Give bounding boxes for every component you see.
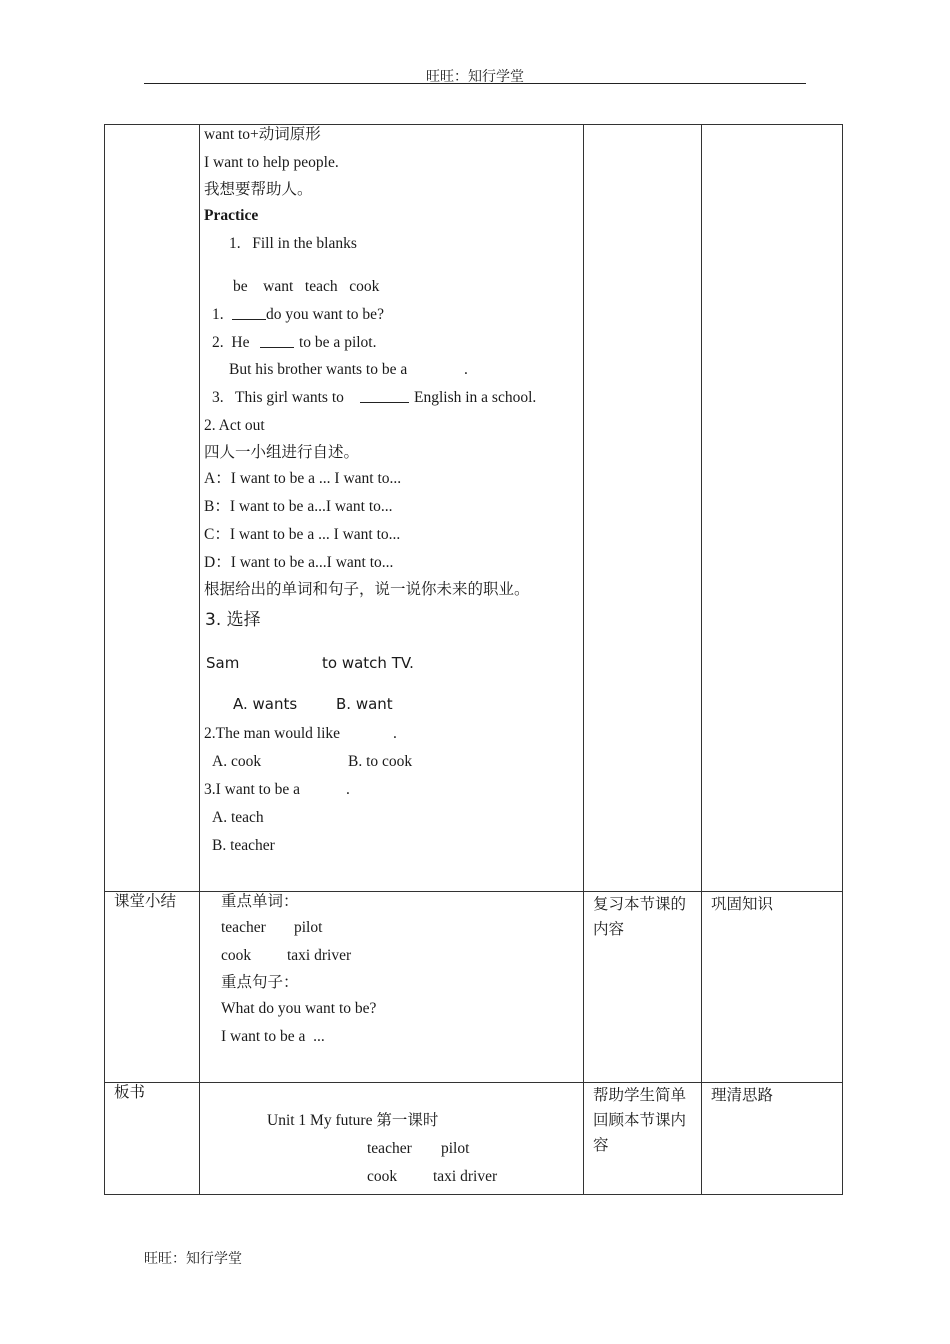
text-line: . [464,361,468,378]
text-line: 3.I want to be a [204,781,300,798]
text-line: 1. [212,306,224,323]
text-line: Sam [206,654,240,672]
text-line: . [393,725,397,742]
header-rule [144,83,806,84]
text-line: What do you want to be? [221,1000,377,1017]
table-row [105,1083,843,1195]
text-line: But his brother wants to be a [229,361,408,378]
cell-text: 巩固知识 [711,896,774,913]
cell-text: 复习本节课的内容 [593,896,687,938]
row2-label-cell [105,892,200,1083]
row1-content-cell [200,125,584,892]
text-line: taxi driver [433,1168,498,1185]
text-line: 3. This girl wants to [212,389,344,406]
table-row [105,892,843,1083]
text-line: . [346,781,350,798]
text-line: 1. Fill in the blanks [229,235,357,252]
text-line: taxi driver [287,947,352,964]
text-line: to watch TV. [322,654,414,672]
text-line: 重点单词： [221,893,299,910]
row-label: 课堂小结 [114,893,177,910]
blank-line [232,305,266,326]
row3-content-cell [200,1083,584,1195]
text-line: want to+动词原形 [204,126,321,143]
row1-purpose-cell [584,125,702,892]
option-a: A. cook [212,753,262,770]
text-line: English in a school. [414,389,537,406]
text-line: 2. Act out [204,417,265,434]
section-heading: 3. 选择 [205,610,261,630]
table-row [105,125,843,892]
text-line: 重点句子： [221,974,299,991]
text-line: B：I want to be a...I want to... [204,498,393,515]
option-b: B. teacher [212,837,275,854]
text-line: C：I want to be a ... I want to... [204,526,401,543]
option-a: A. teach [212,809,264,826]
text-line: to be a pilot. [299,334,377,351]
option-a: A. wants [233,695,298,713]
row2-purpose-cell [584,892,702,1083]
text-line: 2. He [212,334,250,351]
board-title: Unit 1 My future 第一课时 [267,1112,439,1129]
cell-text: 帮助学生简单回顾本节课内容 [593,1087,687,1154]
row1-label-cell [105,125,200,892]
row2-content-cell [200,892,584,1083]
text-line: pilot [441,1140,470,1157]
text-line: 我想要帮助人。 [204,181,313,198]
blank-line [260,333,294,354]
cell-text: 理清思路 [711,1087,774,1104]
text-line: teacher [221,919,266,936]
text-line: pilot [294,919,323,936]
text-line: A：I want to be a ... I want to... [204,470,402,487]
blank-line [360,388,409,409]
page-footer: 旺旺：知行学堂 [144,1252,242,1267]
page-header: 旺旺：知行学堂 [426,70,524,85]
word-bank: be want teach cook [233,278,380,295]
row3-purpose-cell [584,1083,702,1195]
row2-intent-cell [702,892,843,1083]
option-b: B. want [336,695,393,713]
text-line: 根据给出的单词和句子，说一说你未来的职业。 [204,581,530,598]
text-line: do you want to be? [266,306,384,323]
text-line: cook [367,1168,398,1185]
text-line: I want to be a ... [221,1028,325,1045]
text-line: 2.The man would like [204,725,341,742]
text-line: D：I want to be a...I want to... [204,554,394,571]
row-label: 板书 [114,1084,146,1101]
row3-intent-cell [702,1083,843,1195]
row3-label-cell [105,1083,200,1195]
lesson-plan-table [104,124,843,1195]
text-line: teacher [367,1140,412,1157]
practice-heading: Practice [204,207,259,224]
text-line: I want to help people. [204,154,339,171]
text-line: cook [221,947,252,964]
row1-intent-cell [702,125,843,892]
text-line: 四人一小组进行自述。 [204,444,360,461]
option-b: B. to cook [348,753,413,770]
